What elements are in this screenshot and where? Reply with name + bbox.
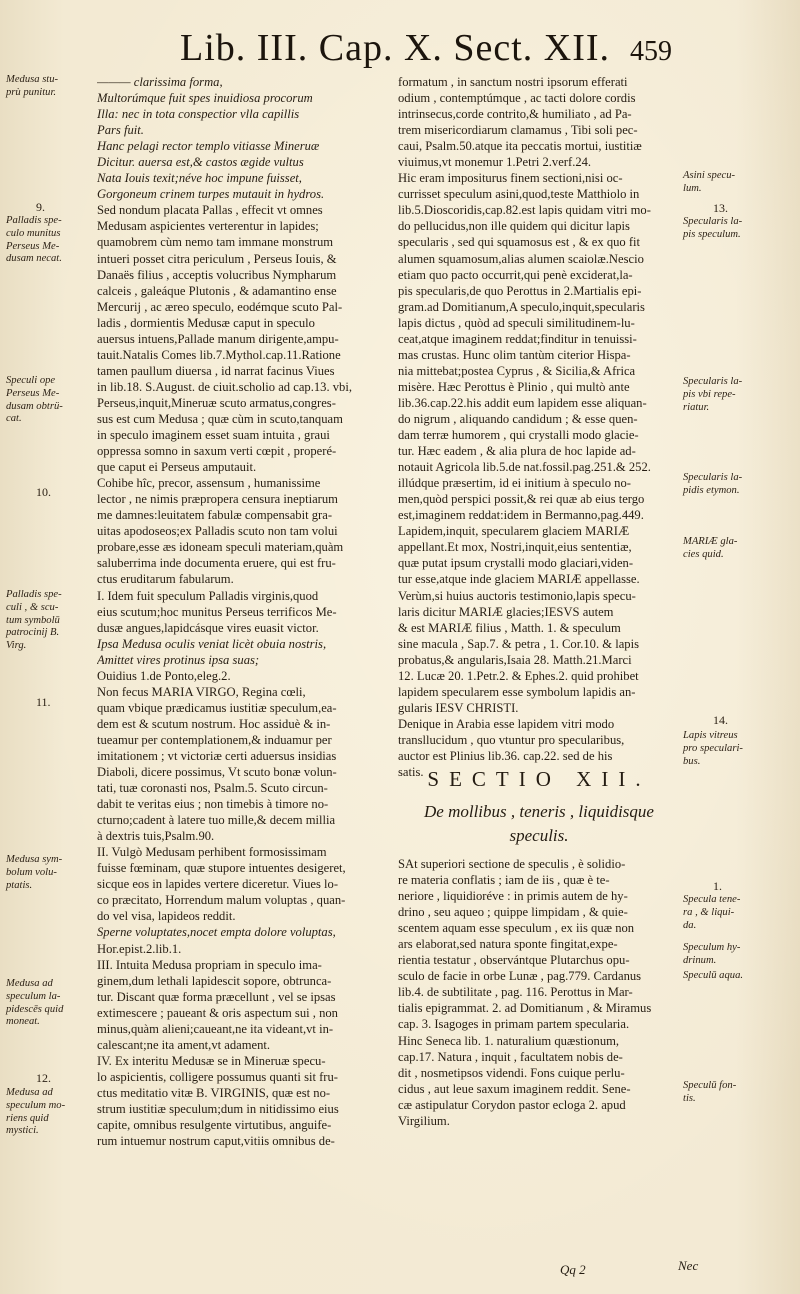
text-line: do vel visa, lapideos reddit.: [97, 909, 236, 924]
margin-note: Asini specu- lum.: [683, 170, 736, 194]
text-line: ars elaborat,sed natura sponte fingitat,expe-: [398, 937, 618, 952]
text-line: Sperne voluptates,nocet empta dolore voluptas,: [97, 925, 336, 940]
text-line: ctus meditatio vitæ B. VIRGINIS, quæ est no-: [97, 1085, 331, 1100]
text-line: Cohibe hîc, precor, assensum , humanissime: [97, 476, 321, 491]
margin-note: Specularis la- pis speculum.: [683, 216, 743, 240]
text-line: dit , nosmetipsos videndi. Fons cuique perlu-: [398, 1065, 625, 1080]
text-line: odium , contemptúmque , ac tacti dolore cordis: [398, 91, 636, 106]
text-line: tur. Hæc eadem , & alia plura de hoc lapide ad-: [398, 444, 636, 459]
right-text-column-top: [398, 74, 680, 780]
text-line: ginem,dum lethali lapidescit sopore, obtrunca-: [97, 973, 332, 988]
margin-note: Speculi ope Perseus Me- dusam obtrü- cat.: [6, 375, 63, 425]
text-line: est,imaginem reddat:idem in Bermanno,pag.449.: [398, 508, 644, 523]
text-line: saluberrima inde documenta eruere, qui est fru-: [97, 556, 336, 571]
text-line: oppressa somno in saxum verti cœpit , properé-: [97, 444, 337, 459]
left-text-column: [97, 74, 389, 1149]
section-heading: SECTIO XII.: [427, 767, 651, 791]
text-line: sicque eos in lapides vertere diceretur. Viues lo-: [97, 877, 339, 892]
text-line: rientia testatur , observántque Plutarchus opu-: [398, 953, 630, 968]
text-line: capite, omnibus resulgente virtutibus, anguife-: [97, 1118, 332, 1133]
text-line: ctus eruditarum fabularum.: [97, 572, 234, 587]
margin-note: Specularis la- pis vbi repe- riatur.: [683, 376, 743, 413]
text-line: sculo de facie in orbe Lunæ , pag.779. Cardanus: [398, 969, 642, 984]
text-line: Gorgoneum crinem turpes mutauit in hydros.: [97, 187, 325, 202]
text-line: lib.5.Dioscoridis,cap.82.est lapis quidam vitri mo-: [398, 203, 651, 218]
margin-number: 11.: [36, 695, 51, 709]
text-line: à dextris tuis,Psalm.90.: [97, 829, 215, 844]
text-line: probatus,& angularis,Isaia 28. Matth.21.Marci: [398, 652, 632, 667]
text-line: dabit te veritas eius ; non timebis à timore no-: [97, 797, 329, 812]
text-line: calceis , galeáque Plutonis , & adamantino ense: [97, 283, 337, 298]
text-line: Ipsa Medusa oculis veniat licèt obuia nostris,: [97, 636, 327, 651]
text-line: gularis IESV CHRISTI.: [398, 700, 519, 715]
text-line: lapidem specularem esse symbolum lapidis an-: [398, 684, 636, 699]
text-line: Hanc pelagi rector templo vitiasse Mineruæ: [97, 139, 320, 154]
margin-note: Medusa ad speculum mo- riens quid mystici.: [6, 1087, 66, 1137]
margin-note: Speculum hy- drinum.: [683, 942, 741, 966]
text-line: quæ putat ipsum crystalli modo glaciari,viden-: [398, 556, 634, 571]
margin-note: Medusa ad speculum la- pidescēs quid moneat.: [6, 978, 64, 1028]
text-line: II. Vulgò Medusam perhibent formosissimam: [97, 845, 327, 860]
text-line: calescant;ne ita ament,vt adament.: [97, 1037, 271, 1052]
text-line: dem est & scutum nostrum. Hoc assiduè & in-: [97, 716, 331, 731]
text-line: Virgilium.: [398, 1113, 450, 1128]
margin-number: 10.: [36, 485, 51, 499]
text-line: strum iustitiæ speculum;dum in nitidissimo eius: [97, 1102, 339, 1116]
text-line: extimescere ; paueant & oris aspectum sui , non: [97, 1005, 338, 1020]
text-line: lib.4. de subtilitate , pag. 116. Perottus in Mar-: [398, 985, 633, 1000]
margin-note: Speculū fon- tis.: [683, 1080, 737, 1104]
text-line: gram.ad Domitianum,A speculo,inquit,specularis: [398, 299, 645, 314]
text-line: Medusam aspicientes verterentur in lapides;: [97, 219, 319, 234]
text-line: Hor.epist.2.lib.1.: [97, 941, 182, 956]
text-line: viuimus,vt monemur 1.Petri 2.verf.24.: [398, 155, 592, 170]
text-line: ladis , dormientis Medusæ caput in speculo: [97, 315, 315, 330]
section-subtitle-line1: De mollibus , teneris , liquidisque: [424, 802, 654, 821]
text-line: trem misericordiarum clamamus , Tibi soli pec-: [398, 123, 638, 138]
text-line: dusæ angues,lapidcásque vires euasit victor.: [97, 620, 319, 635]
text-line: intueri posset citra periculum , Perseus Iouis, &: [97, 251, 337, 266]
text-line: sus est cum Medusa ; quæ cùm in scuto,tanquam: [97, 411, 343, 426]
margin-number: 1.: [713, 879, 722, 893]
text-line: tur. Discant quæ forma præcellunt , vel se ipsas: [97, 989, 336, 1004]
margin-note: Speculū aqua.: [683, 970, 744, 981]
text-line: drino , seu aqueo ; quippe limpidam , & quie-: [398, 905, 628, 920]
text-line: transllucidum , quo vtuntur pro specularibus,: [398, 732, 625, 747]
text-line: que caput ei Perseus amputauit.: [97, 460, 257, 475]
text-line: caui, Psalm.50.atque ita peccatis mortui, iustitiæ: [398, 139, 642, 154]
text-line: alumen squamosum,alias alumen scaiolæ.Nescio: [398, 251, 644, 266]
text-line: cap.17. Natura , inquit , facultatem nobis de-: [398, 1049, 623, 1064]
text-line: cæ astipulatur Corydon pastor ecloga 2. apud: [398, 1097, 626, 1112]
text-line: neriore , liquidioréve : in primis autem de hy-: [398, 889, 628, 904]
text-line: auctor est Plinius lib.36. cap.22. sed de his: [398, 748, 613, 763]
text-line: IV. Ex interitu Medusæ se in Mineruæ specu-: [97, 1053, 326, 1068]
text-line: rum intuemur nostrum caput,vitiis omnibus de-: [97, 1134, 335, 1149]
text-line: do pellucidus,non ille quidem qui dicitur lapis: [398, 219, 630, 234]
text-line: tauit.Natalis Comes lib.7.Mythol.cap.11.Ratione: [97, 347, 341, 362]
text-line: in lib.18. S.August. de ciuit.scholio ad cap.13. vbi,: [97, 379, 352, 394]
page-header: [0, 22, 800, 72]
text-line: sine macula , Sap.7. & petra , 1. Cor.10. & lapis: [398, 636, 639, 651]
text-line: pis specularis,de quo Perottus in 2.Martialis epi-: [398, 283, 642, 298]
text-line: misère. Hæc Perottus è Plinio , qui multò ante: [398, 379, 630, 394]
text-line: fuisse fœminam, quæ stupore intuentes desigeret,: [97, 861, 346, 876]
text-line: III. Intuita Medusa propriam in speculo ima-: [97, 957, 322, 972]
section-subtitle-block: [398, 800, 680, 848]
text-line: quamobrem cùm nemo tam immane monstrum: [97, 235, 334, 250]
margin-note: Medusa stu- prù punitur.: [6, 74, 59, 98]
text-line: currisset speculum asini,quod,teste Matthiolo in: [398, 187, 640, 202]
margin-note: MARIÆ gla- cies quid.: [683, 536, 738, 560]
text-line: Diaboli, dicere possimus, Vt scuto bonæ volun-: [97, 765, 337, 780]
text-line: intrinsecus,corde contrito,& humiliato , ad Pa-: [398, 107, 632, 122]
section-heading-block: [398, 767, 680, 792]
text-line: auersus intuens,Pallade manum dirigente,ampu-: [97, 331, 339, 346]
text-line: Non fecus MARIA VIRGO, Regina cœli,: [97, 684, 306, 699]
text-line: Ouidius 1.de Ponto,eleg.2.: [97, 668, 231, 683]
text-line: uitas apodoseos;ex Palladis scuto non tam volui: [97, 524, 338, 539]
text-line: Hic eram impositurus finem sectioni,nisi oc-: [398, 171, 623, 186]
signature-mark: Qq 2: [560, 1262, 586, 1277]
text-line: Hinc Seneca lib. 1. naturalium quæstionum,: [398, 1033, 620, 1048]
section-subtitle-line2: speculis.: [509, 826, 569, 845]
text-line: men,quòd perspici possit,& rei quæ ab eius tergo: [398, 492, 645, 507]
text-line: do nigrum , aliquando candidum ; & esse quen-: [398, 411, 638, 426]
text-line: me damnes:leuitatem fabulæ compensabit gra-: [97, 508, 333, 523]
margin-note: Specularis la- pidis etymon.: [683, 472, 743, 496]
margin-note: Lapis vitreus pro speculari- bus.: [683, 730, 743, 767]
text-line: lector , ne nimis præpropera censura ineptiarum: [97, 492, 338, 507]
text-line: scentem aquam esse speculum , ex iis quæ non: [398, 921, 635, 936]
text-line: Amittet vires protinus ipsa suas;: [97, 652, 260, 667]
text-line: lib.36.cap.22.his addit eum lapidem esse aliquan-: [398, 395, 647, 410]
text-line: dam terræ humorem , qui crystalli modo glacie-: [398, 428, 639, 443]
text-line: appellant.Et mox, Nostri,inquit,eius sententiæ,: [398, 540, 632, 555]
right-text-column-bottom: [398, 856, 680, 1129]
text-line: co præcitato, Horrendum malum voluptas , quan-: [97, 893, 346, 908]
text-line: etiam quo pacto occurrit,qui penè exciderat,la-: [398, 267, 633, 282]
text-line: cidus , aut leue saxum imaginem reddit. Sene-: [398, 1081, 631, 1096]
text-line: Sed nondum placata Pallas , effecit vt omnes: [97, 203, 323, 218]
text-line: eius scutum;hoc munitus Perseus terrificos Me-: [97, 604, 337, 619]
text-line: Illa: nec in tota conspectior vlla capillis: [97, 107, 300, 122]
margin-number: 9.: [36, 200, 45, 214]
text-line: mas crustas. Hunc olim tantùm citerior Hispa-: [398, 347, 631, 362]
text-line: specularis , sed qui squamosus est , & ex quo fit: [398, 235, 641, 250]
text-line: tur esse,atque inde glaciem MARIÆ appellasse.: [398, 572, 640, 587]
text-line: ——— clarissima forma,: [97, 75, 223, 89]
text-line: 12. Lucæ 20. 1.Petr.2. & Ephes.2. quid prohibet: [398, 668, 639, 683]
text-line: re materia conflatis ; iam de iis , quæ è te-: [398, 873, 610, 888]
text-line: lapis dictus , quòd ad speculi similitudinem-lu-: [398, 315, 635, 330]
text-line: nia mittebat;postea Cyprus , & Sicilia,& Africa: [398, 363, 636, 378]
text-line: quam vbique prædicamus iustitiæ speculum,ea-: [97, 700, 337, 715]
margin-note: Palladis spe- culo munitus Perseus Me- dusam necat.: [6, 215, 62, 265]
page-number: 459: [630, 36, 672, 67]
margin-number: 13.: [713, 201, 728, 215]
text-line: ceat,atque imaginem reddat;finditur in tenuissi-: [398, 331, 637, 346]
text-line: Verùm,si huius auctoris testimonio,lapis specu-: [398, 588, 636, 603]
text-line: cap. 3. Isagoges in primam partem specularia.: [398, 1017, 630, 1032]
text-line: & est MARIÆ filius , Matth. 1. & speculum: [398, 620, 621, 635]
text-line: probare,esse æs idoneam speculi materiam,quàm: [97, 540, 344, 555]
margin-number: 14.: [713, 713, 728, 727]
text-line: SAt superiori sectione de speculis , è solidio-: [398, 857, 626, 871]
text-line: Lapidem,inquit, specularem glaciem MARIÆ: [398, 524, 630, 539]
text-line: I. Idem fuit speculum Palladis virginis,quod: [97, 588, 319, 603]
margin-number: 12.: [36, 1071, 51, 1085]
text-line: Dicitur. auersa est,& castos ægide vultus: [97, 155, 304, 170]
text-line: tueamur per contemplationem,& induamur per: [97, 732, 332, 747]
catchword: Nec: [678, 1258, 699, 1273]
text-line: formatum , in sanctum nostri ipsorum efferati: [398, 75, 628, 89]
text-line: notauit Agricola lib.5.de nat.fossil.pag.251.& 252.: [398, 460, 651, 475]
text-line: Mercurij , ac æreo speculo, eodémque scuto Pal-: [97, 299, 343, 314]
text-line: lo aspicientis, colligere possumus quanti sit fru-: [97, 1069, 338, 1084]
text-line: imitationem ; vt victoriæ certi aduersus insidias: [97, 748, 337, 763]
text-line: Perseus,inquit,Mineruæ scuto armatus,congres-: [97, 395, 336, 410]
text-line: Pars fuit.: [97, 123, 144, 138]
text-line: tamen paullum diuersa , id narrat facinus Viues: [97, 363, 335, 378]
text-line: tialis epigrammat. 2. ad Domitianum , & Miramus: [398, 1001, 652, 1016]
text-line: cturno;cadent à latere tuo mille,& decem millia: [97, 813, 336, 828]
text-line: illúdque præsertim, id ei initium à speculo no-: [398, 476, 631, 491]
text-line: laris dicitur MARIÆ glacies;IESVS autem: [398, 604, 614, 619]
text-line: Multorúmque fuit spes inuidiosa procorum: [97, 91, 313, 106]
text-line: satis.: [398, 765, 424, 780]
running-title: Lib. III. Cap. X. Sect. XII.: [180, 27, 611, 69]
margin-note: Specula tene- ra , & liqui- da.: [683, 894, 741, 931]
text-line: tati, tuæ coronasti nos, Psalm.5. Scuto circun-: [97, 781, 328, 796]
text-line: in speculo imaginem esset suam intuita , graui: [97, 428, 330, 443]
text-line: minus,quàm alieni;caueant,ne ita videant,vt in-: [97, 1021, 334, 1036]
text-line: Denique in Arabia esse lapidem vitri modo: [398, 716, 615, 731]
margin-note: Palladis spe- culi , & scu- tum symbolū patrocinij B. Virg.: [6, 589, 62, 652]
text-line: Nata Iouis texit;néve hoc impune fuisset,: [97, 171, 302, 186]
text-line: Danaës filius , acceptis volucribus Nympharum: [97, 267, 337, 282]
margin-note: Medusa sym- bolum volu- ptatis.: [6, 854, 63, 891]
